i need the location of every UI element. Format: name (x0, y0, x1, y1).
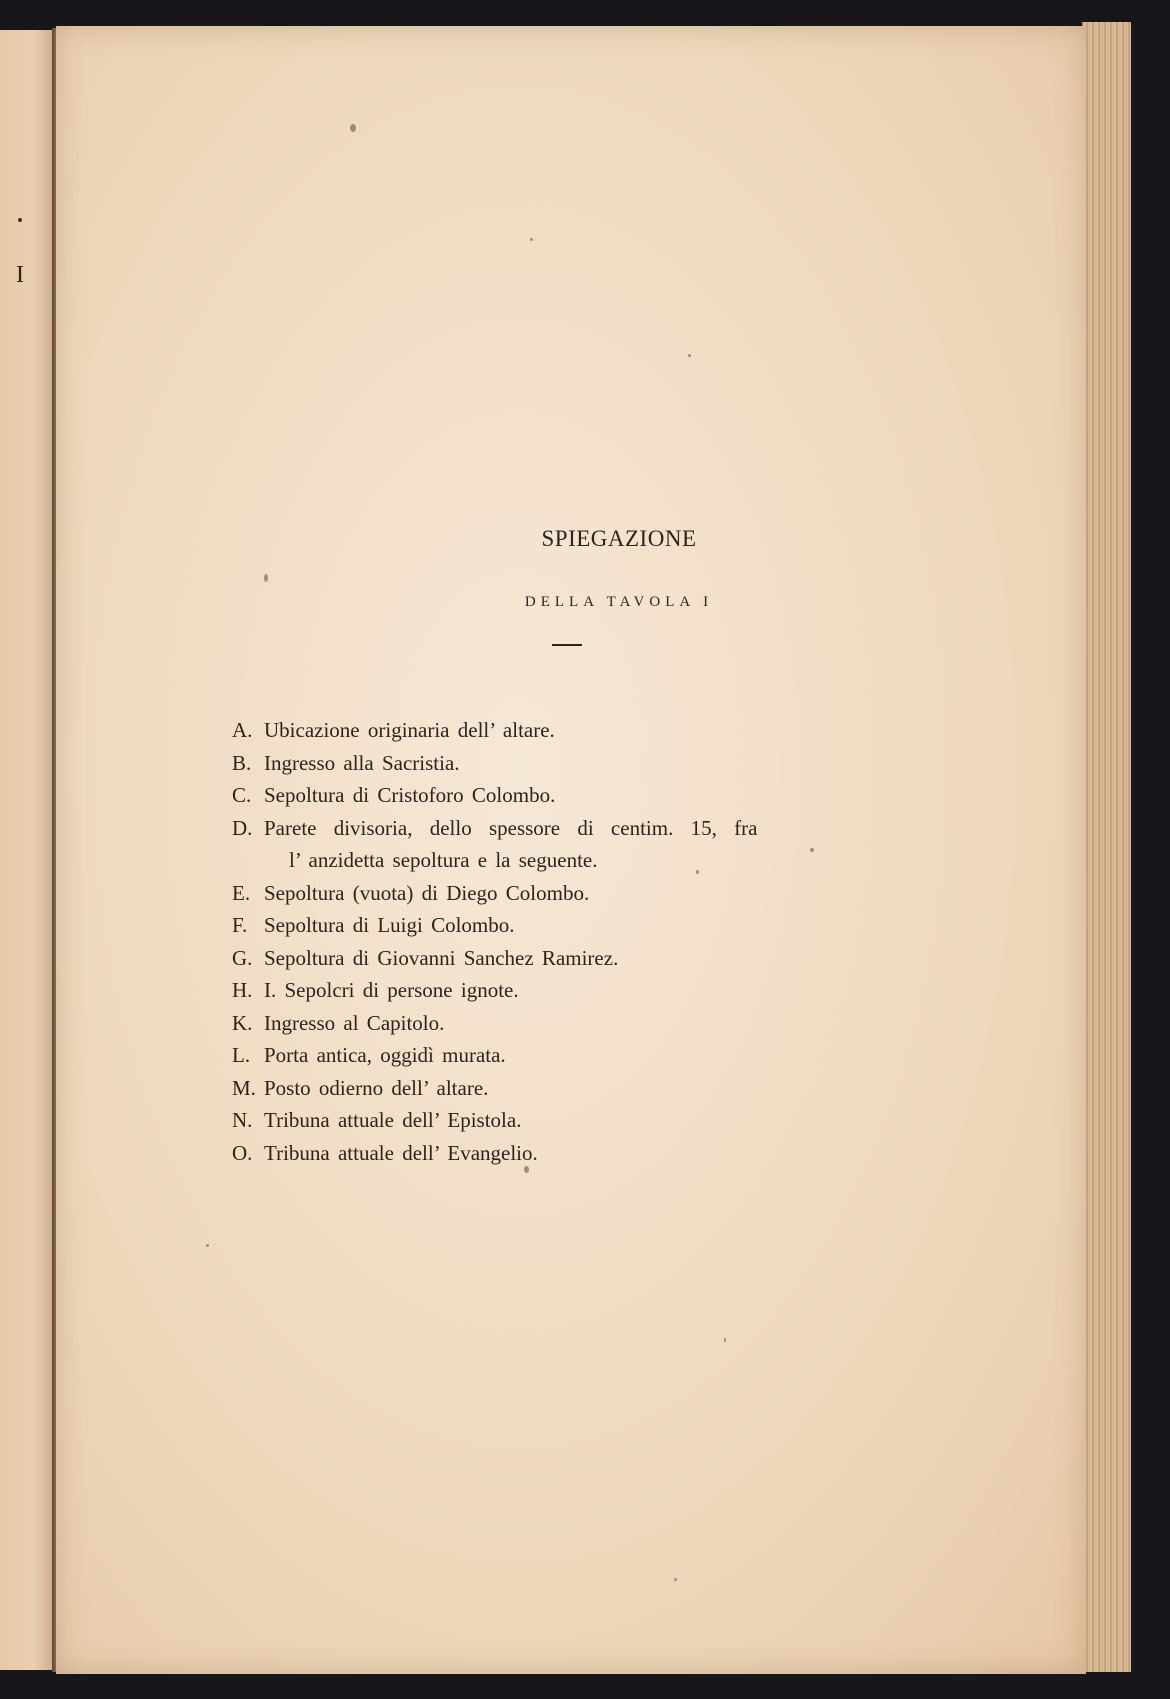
legend-text: Sepoltura di Luigi Colombo. (264, 913, 515, 937)
legend-item-c (232, 779, 872, 812)
legend-text: Posto odierno dell’ altare. (264, 1075, 489, 1100)
legend-text: Ubicazione originaria dell’ altare. (264, 718, 555, 742)
legend-item-m (232, 1072, 872, 1105)
legend-key: K. (232, 1010, 253, 1035)
left-page-marker: I (16, 262, 24, 288)
left-facing-page (0, 30, 58, 1670)
legend-item-d-continued (232, 844, 872, 877)
legend-text: Ingresso alla Sacristia. (264, 750, 460, 775)
legend-key: C. (232, 783, 252, 807)
legend-item-l (232, 1039, 872, 1072)
page-content (56, 26, 1086, 1674)
legend-text: Parete divisoria, dello spessore di centim. 15, fra (264, 815, 758, 840)
legend-key: O. (232, 1140, 253, 1165)
legend-key: G. (232, 945, 253, 970)
legend-item-h (232, 974, 872, 1007)
legend-text: Sepoltura (vuota) di Diego Colombo. (264, 880, 590, 905)
book-page (56, 26, 1086, 1674)
legend-item-n (232, 1104, 872, 1137)
legend-item-f (232, 909, 872, 942)
legend-item-g (232, 942, 872, 975)
legend-text: l’ anzidetta sepoltura e la seguente. (289, 848, 598, 872)
legend-item-k (232, 1007, 872, 1040)
legend-text: Porta antica, oggidì murata. (264, 1043, 506, 1067)
legend-key: E. (232, 880, 251, 905)
legend-text: I. Sepolcri di persone ignote. (264, 978, 519, 1002)
legend-key: F. (232, 913, 248, 937)
legend-text: Sepoltura di Cristoforo Colombo. (264, 783, 556, 807)
legend-text: Tribuna attuale dell’ Epistola. (264, 1108, 522, 1132)
legend-item-b (232, 747, 872, 780)
legend-list (232, 714, 872, 1169)
page-subtitle: DELLA TAVOLA I (524, 594, 714, 610)
legend-text: Ingresso al Capitolo. (264, 1010, 445, 1035)
legend-key: N. (232, 1108, 253, 1132)
legend-item-d (232, 812, 872, 845)
legend-item-a (232, 714, 872, 747)
legend-key: A. (232, 718, 253, 742)
ink-speck (18, 218, 22, 222)
title-rule (552, 644, 582, 646)
page-stack-edge (1082, 22, 1131, 1672)
legend-item-o (232, 1137, 872, 1170)
legend-text: Tribuna attuale dell’ Evangelio. (264, 1140, 538, 1165)
legend-key: D. (232, 815, 253, 840)
legend-key: L. (232, 1043, 251, 1067)
page-title: SPIEGAZIONE (541, 526, 697, 551)
legend-key: B. (232, 750, 252, 775)
legend-key: H. (232, 978, 253, 1002)
legend-key: M. (232, 1075, 256, 1100)
legend-item-e (232, 877, 872, 910)
legend-text: Sepoltura di Giovanni Sanchez Ramirez. (264, 945, 619, 970)
